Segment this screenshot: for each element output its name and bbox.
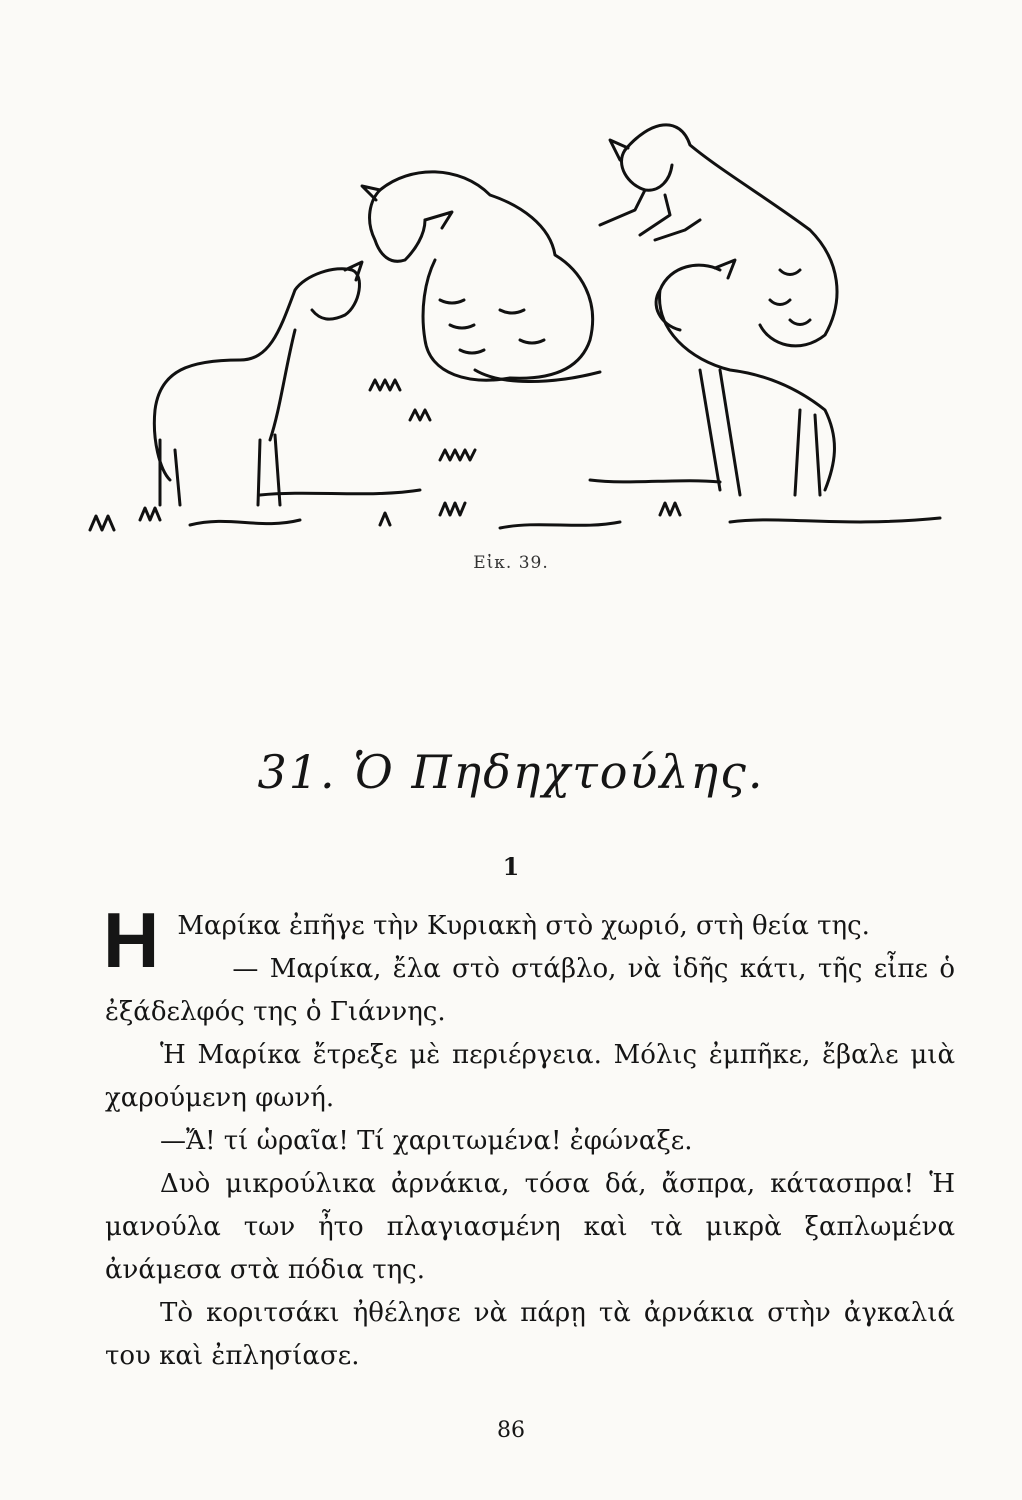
chapter-title: 31. Ὁ Πηδηχτούλης.	[257, 745, 765, 799]
page-number: 86	[497, 1418, 525, 1443]
drop-cap: Η	[103, 896, 160, 984]
section-number: 1	[502, 852, 520, 881]
paragraph-1	[103, 896, 955, 984]
paragraph-3: Ἡ Μαρίκα ἔτρεξε μὲ περιέργεια. Μόλις ἐμπῆκε, ἔβαλε μιὰ χαρούμενη φωνή.	[105, 1040, 955, 1113]
paragraph-2: — Μαρίκα, ἔλα στὸ στάβλο, νὰ ἰδῆς κάτι, τῆς εἶπε ὁ ἐξάδελφός της ὁ Γιάννης.	[105, 954, 955, 1027]
paragraph-5: Δυὸ μικρούλικα ἀρνάκια, τόσα δά, ἄσπρα, κάτασπρα! Ἡ μανούλα των ἦτο πλαγιασμένη καὶ τὰ μικρὰ ξαπλωμένα ἀνάμεσα στὰ πόδια της.	[105, 1169, 955, 1285]
paragraph-4: —Ἄ! τί ὡραῖα! Τί χαριτωμένα! ἐφώναξε.	[160, 1126, 693, 1156]
sheep-with-lambs-drawing	[80, 110, 960, 550]
figure-caption: Εἰκ. 39.	[473, 553, 549, 573]
paragraph-1-text: Μαρίκα ἐπῆγε τὴν Κυριακὴ στὸ χωριό, στὴ θεία της.	[177, 911, 870, 941]
story-text	[103, 896, 955, 1378]
paragraph-6: Τὸ κοριτσάκι ἠθέλησε νὰ πάρῃ τὰ ἀρνάκια στὴν ἀγκαλιά του καὶ ἐπλησίασε.	[105, 1298, 955, 1371]
